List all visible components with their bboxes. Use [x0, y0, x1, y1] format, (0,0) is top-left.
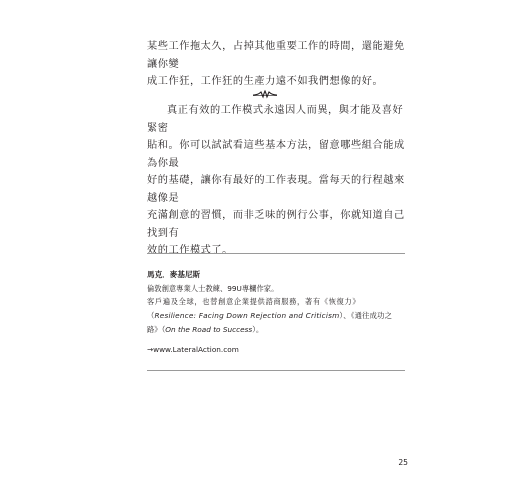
body-paragraph-1: 某些工作拖太久，占掉其他重要工作的時間，還能避免讓你變 成工作狂，工作狂的生產力遠不如我們想像的好。 [147, 41, 405, 87]
bio-bottom-divider [147, 370, 405, 371]
author-bio-line [147, 323, 409, 336]
author-bio-line [147, 309, 409, 322]
flourish-divider-icon [252, 88, 278, 100]
page-number: 25 [398, 458, 408, 467]
author-bio-line: 客戶遍及全球，也替創意企業提供諮商服務，著有《恢復力》 [147, 297, 361, 306]
bio-line-text: ）。 [252, 325, 264, 334]
book-title-road-to-success: On the Road to Success [165, 325, 253, 334]
author-name: 馬克．麥基尼斯 [147, 270, 201, 279]
body-paragraph-2: 真正有效的工作模式永遠因人而異，與才能及喜好緊密 貼和。你可以試試看這些基本方法，留意哪些組合能成為你最 好的基礎，讓你有最好的工作表現。當每天的行程越來越像是 充滿創意的習慣，而非乏味的例行公事，你就知道自己找到有 效的工作模式了。 [147, 105, 405, 256]
bio-line-text: ）、《通往成功之 [339, 311, 393, 320]
paren-open: （ [147, 311, 155, 320]
author-website-link[interactable]: →www.LateralAction.com [147, 345, 239, 354]
author-bio-line: 倫敦創意專業人士教練、99U專欄作家。 [147, 284, 279, 293]
bio-line-text: 路》（ [147, 325, 166, 334]
book-title-resilience: Resilience: Facing Down Rejection and Criticism [154, 311, 340, 320]
bio-top-divider [147, 253, 405, 254]
